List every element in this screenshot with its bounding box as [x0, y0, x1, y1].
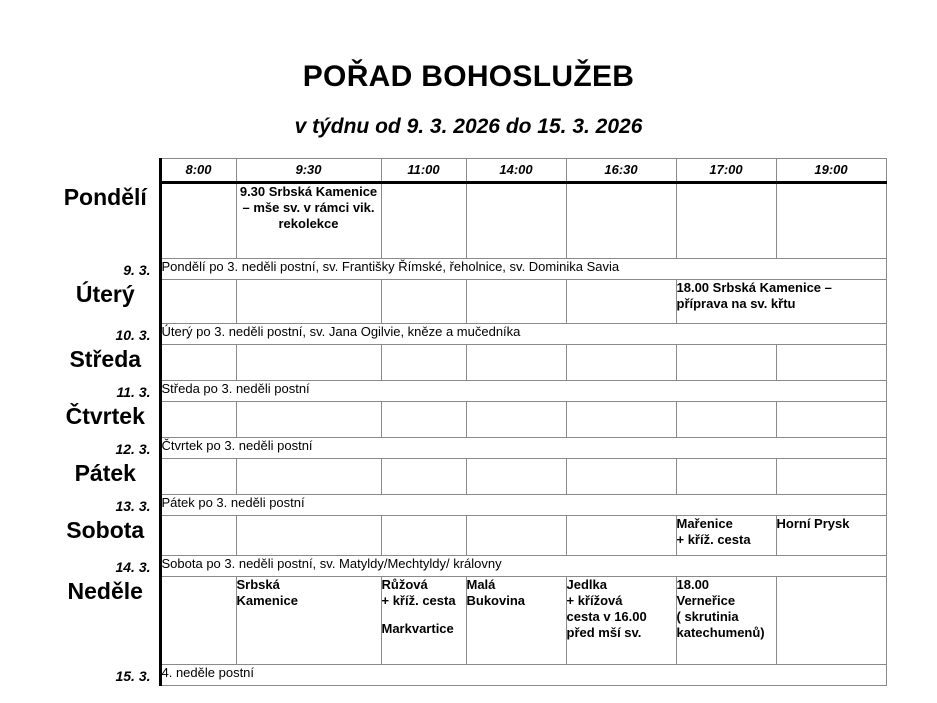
- slot-streda-1400: [466, 345, 566, 381]
- slot-nedele-1100: [381, 577, 466, 665]
- slot-patek-1100: [381, 459, 466, 495]
- header-time-1400: 14:00: [466, 159, 566, 183]
- slot-sobota-1700-line1: Mařenice: [676, 516, 733, 531]
- header-time-1900: 19:00: [776, 159, 886, 183]
- slot-nedele-1400-line1: Malá: [466, 577, 496, 592]
- day-cell-pondeli: [52, 183, 160, 280]
- slot-sobota-1630: [566, 516, 676, 556]
- slot-ctvrtek-1700: [676, 402, 776, 438]
- day-name-ctvrtek: Čtvrtek: [65, 402, 145, 429]
- table-row: [52, 459, 886, 495]
- liturgical-note-sobota: Sobota po 3. neděli postní, sv. Matyldy/Mechtyldy/ královny: [160, 556, 886, 577]
- slot-nedele-1400-line2: Bukovina: [466, 592, 526, 608]
- header-time-1630: 16:30: [566, 159, 676, 183]
- slot-sobota-1700-line2: + kříž. cesta: [676, 531, 751, 547]
- day-name-patek: Pátek: [74, 459, 136, 486]
- slot-ctvrtek-1400: [466, 402, 566, 438]
- slot-nedele-1400: [466, 577, 566, 665]
- slot-utery-1630: [566, 280, 676, 324]
- slot-patek-0930: [236, 459, 381, 495]
- table-row: [52, 345, 886, 381]
- slot-ctvrtek-1900: [776, 402, 886, 438]
- day-date-nedele: 15. 3.: [115, 667, 151, 684]
- spacer-line: [382, 609, 466, 621]
- slot-ctvrtek-0800: [160, 402, 236, 438]
- table-header-row: [52, 159, 886, 183]
- slot-nedele-1700-line2: Verneřice: [676, 592, 736, 608]
- day-name-nedele: Neděle: [67, 577, 143, 604]
- liturgical-note-patek: Pátek po 3. neděli postní: [160, 495, 886, 516]
- slot-nedele-0800: [160, 577, 236, 665]
- slot-pondeli-1700: [676, 183, 776, 259]
- liturgical-note-streda: Středa po 3. neděli postní: [160, 381, 886, 402]
- slot-ctvrtek-0930: [236, 402, 381, 438]
- slot-nedele-0930-line1: Srbská: [236, 577, 280, 592]
- slot-nedele-1100-line1: Růžová: [381, 577, 428, 592]
- slot-patek-0800: [160, 459, 236, 495]
- slot-nedele-1700-line1: 18.00: [676, 577, 710, 592]
- slot-pondeli-0930: 9.30 Srbská Kamenice – mše sv. v rámci vik. rekolekce: [236, 183, 381, 259]
- slot-sobota-1900: Horní Prysk: [776, 516, 886, 556]
- slot-sobota-1400: [466, 516, 566, 556]
- liturgical-note-ctvrtek: Čtvrtek po 3. neděli postní: [160, 438, 886, 459]
- header-time-0930: 9:30: [236, 159, 381, 183]
- slot-nedele-0930: [236, 577, 381, 665]
- table-row: [52, 259, 886, 280]
- header-corner-cell: [52, 159, 160, 183]
- day-cell-ctvrtek: [52, 402, 160, 459]
- slot-ctvrtek-1630: [566, 402, 676, 438]
- page-subtitle: v týdnu od 9. 3. 2026 do 15. 3. 2026: [294, 115, 643, 138]
- slot-streda-1900: [776, 345, 886, 381]
- slot-nedele-1100-line3: Markvartice: [381, 620, 454, 636]
- slot-nedele-1630-line1: Jedlka: [566, 577, 607, 592]
- slot-streda-1700: [676, 345, 776, 381]
- slot-pondeli-1400: [466, 183, 566, 259]
- day-cell-streda: [52, 345, 160, 402]
- page-title: POŘAD BOHOSLUŽEB: [302, 60, 635, 93]
- day-date-utery: 10. 3.: [115, 326, 151, 343]
- day-name-utery: Úterý: [75, 280, 135, 307]
- slot-patek-1630: [566, 459, 676, 495]
- day-date-patek: 13. 3.: [115, 497, 151, 514]
- slot-utery-1700-1900: 18.00 Srbská Kamenice – příprava na sv. křtu: [676, 280, 886, 324]
- day-cell-utery: [52, 280, 160, 345]
- slot-sobota-0800: [160, 516, 236, 556]
- slot-pondeli-0800: [160, 183, 236, 259]
- day-name-pondeli: Pondělí: [63, 183, 147, 210]
- slot-streda-1630: [566, 345, 676, 381]
- day-name-streda: Středa: [69, 345, 142, 372]
- table-row: [52, 665, 886, 686]
- header-time-1100: 11:00: [381, 159, 466, 183]
- slot-nedele-1630-line4: před mší sv.: [566, 624, 642, 640]
- table-row: [52, 280, 886, 324]
- day-date-pondeli: 9. 3.: [123, 261, 151, 278]
- slot-sobota-0930: [236, 516, 381, 556]
- slot-patek-1700: [676, 459, 776, 495]
- slot-patek-1400: [466, 459, 566, 495]
- slot-pondeli-1900: [776, 183, 886, 259]
- day-date-streda: 11. 3.: [116, 383, 151, 400]
- header-time-1700: 17:00: [676, 159, 776, 183]
- table-row: [52, 402, 886, 438]
- table-row: [52, 438, 886, 459]
- slot-ctvrtek-1100: [381, 402, 466, 438]
- table-row: [52, 183, 886, 259]
- table-row: [52, 556, 886, 577]
- table-row: [52, 324, 886, 345]
- day-name-sobota: Sobota: [66, 516, 145, 543]
- slot-pondeli-1630: [566, 183, 676, 259]
- slot-nedele-1900: [776, 577, 886, 665]
- slot-nedele-1630: [566, 577, 676, 665]
- slot-nedele-1700: [676, 577, 776, 665]
- day-cell-patek: [52, 459, 160, 516]
- table-row: [52, 577, 886, 665]
- liturgical-note-pondeli: Pondělí po 3. neděli postní, sv. Františky Římské, řeholnice, sv. Dominika Savia: [160, 259, 886, 280]
- day-cell-nedele: [52, 577, 160, 686]
- slot-utery-1400: [466, 280, 566, 324]
- slot-nedele-1100-line2: + kříž. cesta: [381, 592, 456, 608]
- table-row: [52, 381, 886, 402]
- slot-nedele-1700-line3: ( skrutinia: [676, 608, 739, 624]
- slot-streda-0800: [160, 345, 236, 381]
- liturgical-note-nedele: 4. neděle postní: [160, 665, 886, 686]
- slot-utery-1100: [381, 280, 466, 324]
- day-date-sobota: 14. 3.: [115, 558, 151, 575]
- table-row: [52, 516, 886, 556]
- liturgical-note-utery: Úterý po 3. neděli postní, sv. Jana Ogilvie, kněze a mučedníka: [160, 324, 886, 345]
- slot-sobota-1100: [381, 516, 466, 556]
- slot-utery-0800: [160, 280, 236, 324]
- table-row: [52, 495, 886, 516]
- slot-sobota-1700: [676, 516, 776, 556]
- slot-nedele-1630-line2: + křížová: [566, 592, 623, 608]
- day-date-ctvrtek: 12. 3.: [115, 440, 151, 457]
- slot-nedele-1700-line4: katechumenů): [676, 624, 765, 640]
- slot-nedele-0930-line2: Kamenice: [236, 592, 298, 608]
- header-time-0800: 8:00: [160, 159, 236, 183]
- slot-nedele-1630-line3: cesta v 16.00: [566, 608, 647, 624]
- slot-streda-0930: [236, 345, 381, 381]
- schedule-table-container: [52, 158, 886, 686]
- slot-streda-1100: [381, 345, 466, 381]
- slot-utery-0930: [236, 280, 381, 324]
- mass-schedule-table: [52, 158, 887, 686]
- slot-pondeli-1100: [381, 183, 466, 259]
- slot-patek-1900: [776, 459, 886, 495]
- day-cell-sobota: [52, 516, 160, 577]
